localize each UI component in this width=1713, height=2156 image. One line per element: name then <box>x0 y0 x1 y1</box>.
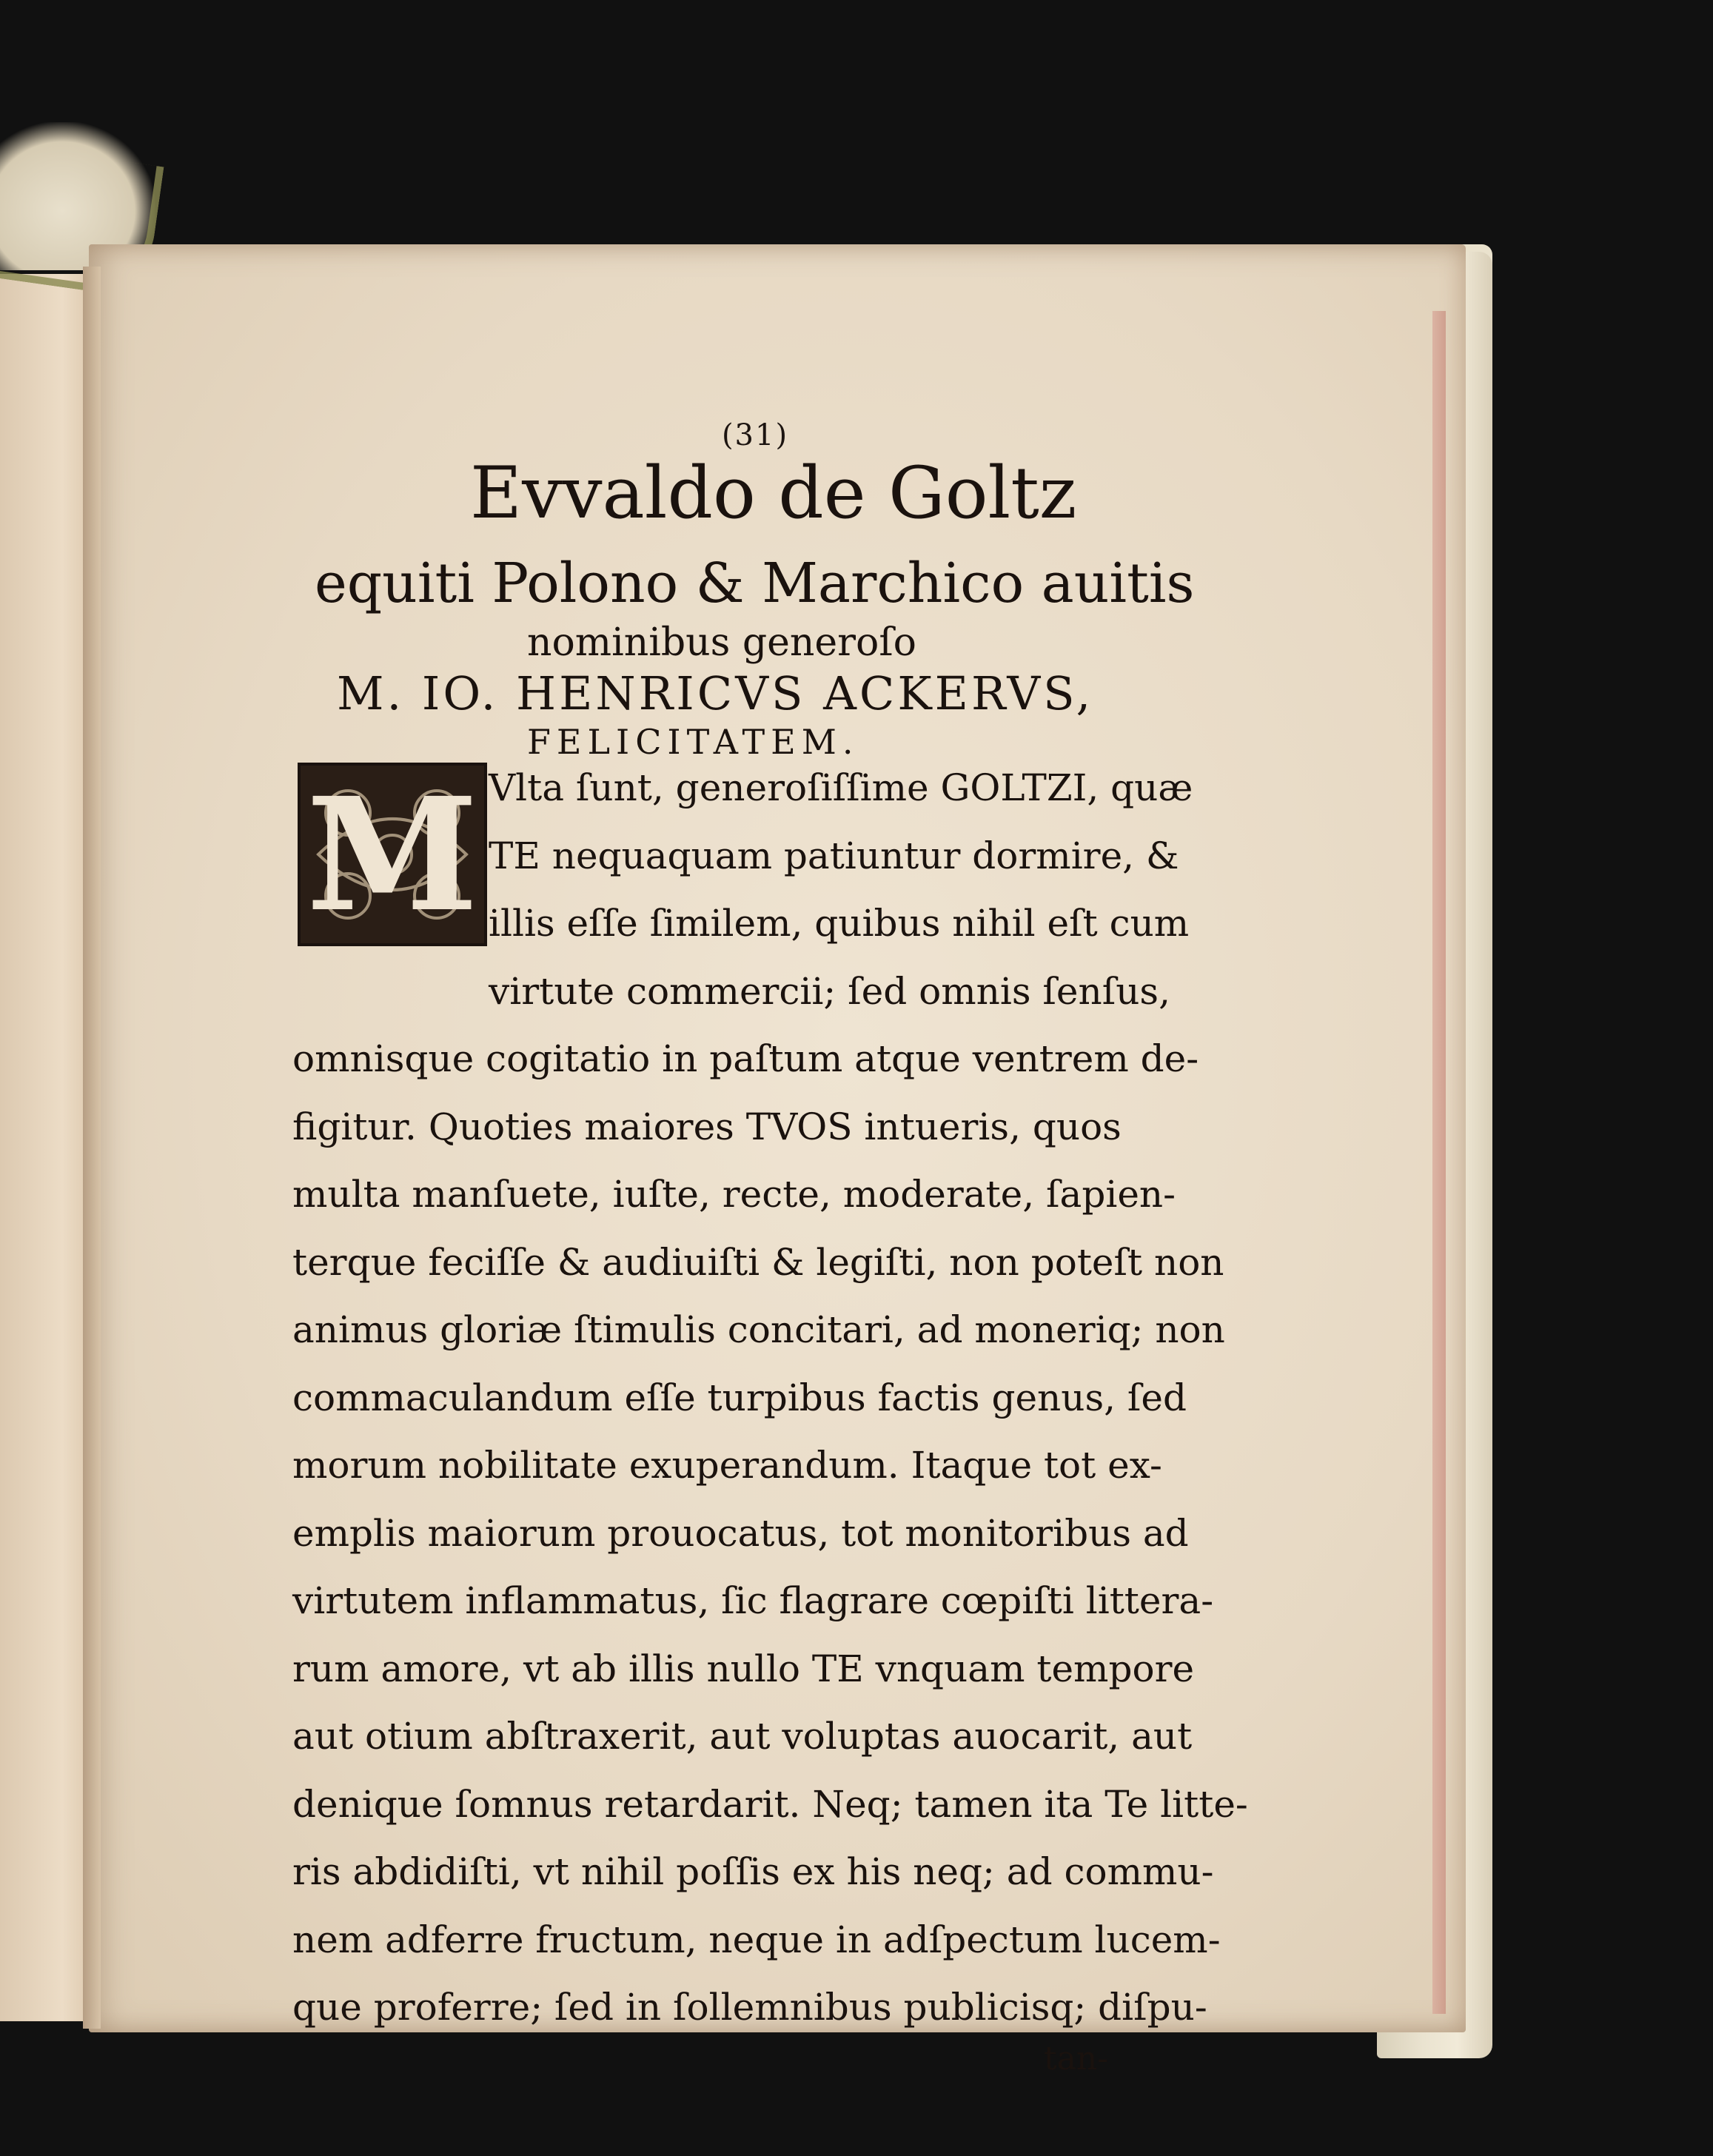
body-line: que proferre; ſed in ſollemnibus publicisq; diſpu- <box>292 1986 1207 2029</box>
heading-line-1: Evvaldo de Goltz <box>470 452 1077 535</box>
heading-line-2: equiti Polono & Marchico auitis <box>315 552 1195 615</box>
catchword: tan- <box>1044 2040 1109 2078</box>
ornamental-initial <box>298 763 487 946</box>
body-line: virtute commercii; ſed omnis ſenſus, <box>489 969 1170 1013</box>
body-line: TE nequaquam patiuntur dormire, & <box>489 834 1179 877</box>
body-line: nem adferre fructum, neque in adſpectum lucem- <box>292 1918 1221 1961</box>
body-line: figitur. Quoties maiores TVOS intueris, quos <box>292 1105 1122 1148</box>
body-line: morum nobilitate exuperandum. Itaque tot ex- <box>292 1444 1162 1487</box>
body-line: commaculandum eſſe turpibus factis genus, ſed <box>292 1376 1187 1419</box>
page-fore-edge <box>1432 311 1446 2014</box>
body-line: virtutem inflammatus, ſic flagrare cœpiſti littera- <box>292 1579 1214 1622</box>
body-line: multa manſuete, iuſte, recte, moderate, ſapien- <box>292 1173 1176 1216</box>
page-number: (31) <box>721 418 789 452</box>
body-line: terque feciſſe & audiuiſti & legiſti, non poteſt non <box>292 1240 1224 1284</box>
heading-line-5: FELICITATEM. <box>527 722 859 762</box>
body-line: rum amore, vt ab illis nullo TE vnquam tempore <box>292 1647 1195 1690</box>
drop-cap-letter: M <box>306 763 479 946</box>
body-line: animus gloriæ ſtimulis concitari, ad moneriq; non <box>292 1308 1225 1351</box>
body-line: emplis maiorum prouocatus, tot monitoribus ad <box>292 1511 1189 1555</box>
body-line: denique ſomnus retardarit. Neq; tamen ita Te litte- <box>292 1782 1248 1826</box>
body-line: Vlta ſunt, generoſiſſime GOLTZI, quæ <box>489 766 1193 809</box>
body-line: illis eſſe ſimilem, quibus nihil eſt cum <box>489 902 1190 945</box>
body-line: omnisque cogitatio in paſtum atque ventrem de- <box>292 1037 1199 1080</box>
body-line: aut otium abſtraxerit, aut voluptas auocarit, aut <box>292 1715 1193 1758</box>
page-gutter <box>83 267 101 2029</box>
heading-line-4: M. IO. HENRICVS ACKERVS, <box>337 666 1094 720</box>
heading-line-3: nominibus generoſo <box>527 620 916 665</box>
body-line: ris abdidiſti, vt nihil poſſis ex his neq; ad commu- <box>292 1850 1214 1893</box>
